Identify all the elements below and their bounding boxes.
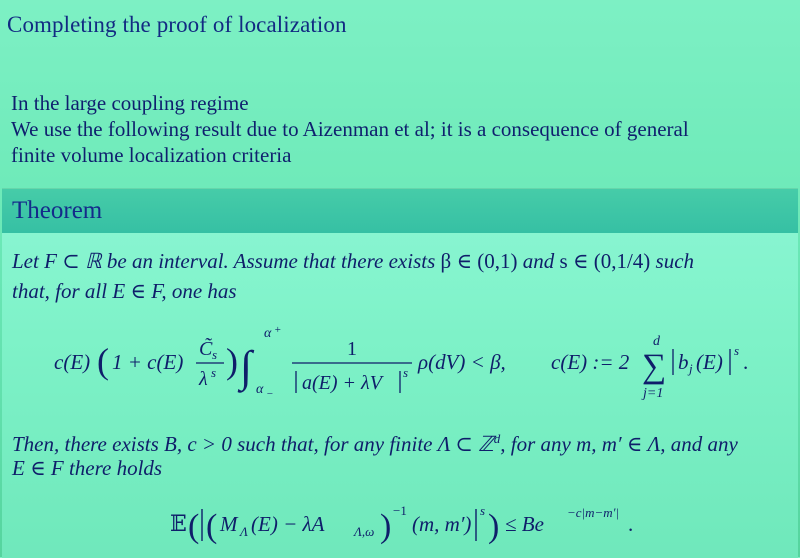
f2-abs-sup: s bbox=[480, 503, 486, 518]
intro-line-2: We use the following result due to Aizenman et al; it is a consequence of general bbox=[11, 117, 689, 141]
theorem-block bbox=[2, 188, 798, 558]
f1-lhs: c(E) bbox=[54, 350, 91, 374]
f1-sum-upper: d bbox=[653, 334, 660, 349]
f2-paren-close: ) bbox=[488, 508, 500, 545]
f2-arg1: (E) − λA bbox=[251, 512, 325, 536]
f1-frac-num: C̃ bbox=[199, 338, 213, 360]
hyp-s: s ∈ (0,1/4) bbox=[559, 249, 651, 273]
f1-int-lower: α bbox=[256, 382, 264, 397]
f1-int-lower-sub: − bbox=[266, 388, 274, 400]
f1-paren-open: ( bbox=[97, 341, 109, 381]
f1-summand-sup: s bbox=[734, 343, 740, 358]
f1-int-upper: α bbox=[264, 326, 272, 341]
concl-text-b: , for any m, m′ ∈ Λ, and any bbox=[500, 432, 738, 456]
f1-summand: b bbox=[678, 350, 689, 374]
slide-title: Completing the proof of localization bbox=[7, 12, 347, 37]
f1-summand-sub: j bbox=[689, 361, 693, 376]
f1-integral: ∫ bbox=[240, 342, 253, 391]
f1-sum-lower: j=1 bbox=[643, 386, 664, 401]
theorem-title: Theorem bbox=[12, 197, 103, 224]
f1-integrand-den: a(E) + λV bbox=[302, 372, 382, 394]
hyp-beta: β ∈ (0,1) bbox=[440, 249, 518, 273]
intro-line-3: finite volume localization criteria bbox=[11, 143, 292, 167]
f2-A-sub: Λ,ω bbox=[354, 524, 375, 539]
f1-one-plus: 1 + c(E) bbox=[112, 350, 184, 374]
f2-end: . bbox=[628, 512, 634, 536]
f2-M: M bbox=[220, 512, 238, 536]
f2-arg2: (m, m′) bbox=[412, 512, 472, 536]
theorem-conclusion-line-2: E ∈ F there holds bbox=[12, 456, 163, 480]
formula-2 bbox=[2, 491, 798, 555]
f2-inner-paren-open: ( bbox=[206, 508, 218, 545]
theorem-hypothesis-line-1 bbox=[12, 249, 694, 274]
hyp-text-a: Let F ⊂ ℝ be an interval. Assume that there exists bbox=[12, 249, 441, 273]
theorem-hypothesis-line-2: that, for all E ∈ F, one has bbox=[12, 279, 237, 303]
intro-line-1: In the large coupling regime bbox=[11, 91, 249, 115]
intro-text bbox=[11, 90, 689, 168]
f1-measure: ρ(dV) < β, bbox=[418, 350, 506, 374]
f1-frac-den-sup: s bbox=[211, 365, 217, 380]
f2-inv-sup: −1 bbox=[393, 503, 407, 518]
f2-rhs: ≤ Be bbox=[505, 512, 544, 536]
f1-frac-den: λ bbox=[199, 368, 208, 390]
f1-end: . bbox=[743, 350, 749, 374]
theorem-conclusion-line-1 bbox=[12, 431, 738, 457]
f2-paren-open: ( bbox=[188, 508, 200, 545]
concl-zd-sup: d bbox=[493, 431, 501, 446]
f1-paren-close: ) bbox=[226, 341, 238, 381]
f1-sum-sign: ∑ bbox=[642, 348, 667, 385]
f1-frac-num-sub: s bbox=[212, 347, 218, 362]
f1-def-lhs: c(E) := 2 bbox=[551, 350, 630, 374]
f1-integrand-num: 1 bbox=[347, 338, 357, 360]
concl-text-a: Then, there exists B, c > 0 such that, for any finite Λ ⊂ ℤ bbox=[12, 432, 494, 456]
hyp-text-b: and bbox=[517, 249, 560, 273]
f1-summand-arg: (E) bbox=[696, 350, 723, 374]
f2-expectation: 𝔼 bbox=[170, 511, 187, 536]
f1-integrand-den-sup: s bbox=[403, 365, 409, 380]
f2-M-sub: Λ bbox=[240, 524, 248, 539]
f2-rhs-sup: −c|m−m′| bbox=[567, 505, 620, 520]
f1-int-upper-sup: + bbox=[274, 324, 282, 336]
f2-inner-paren-close: ) bbox=[380, 508, 392, 545]
hyp-text-c: such bbox=[650, 249, 695, 273]
formula-1 bbox=[2, 309, 798, 409]
theorem-header bbox=[2, 189, 798, 233]
